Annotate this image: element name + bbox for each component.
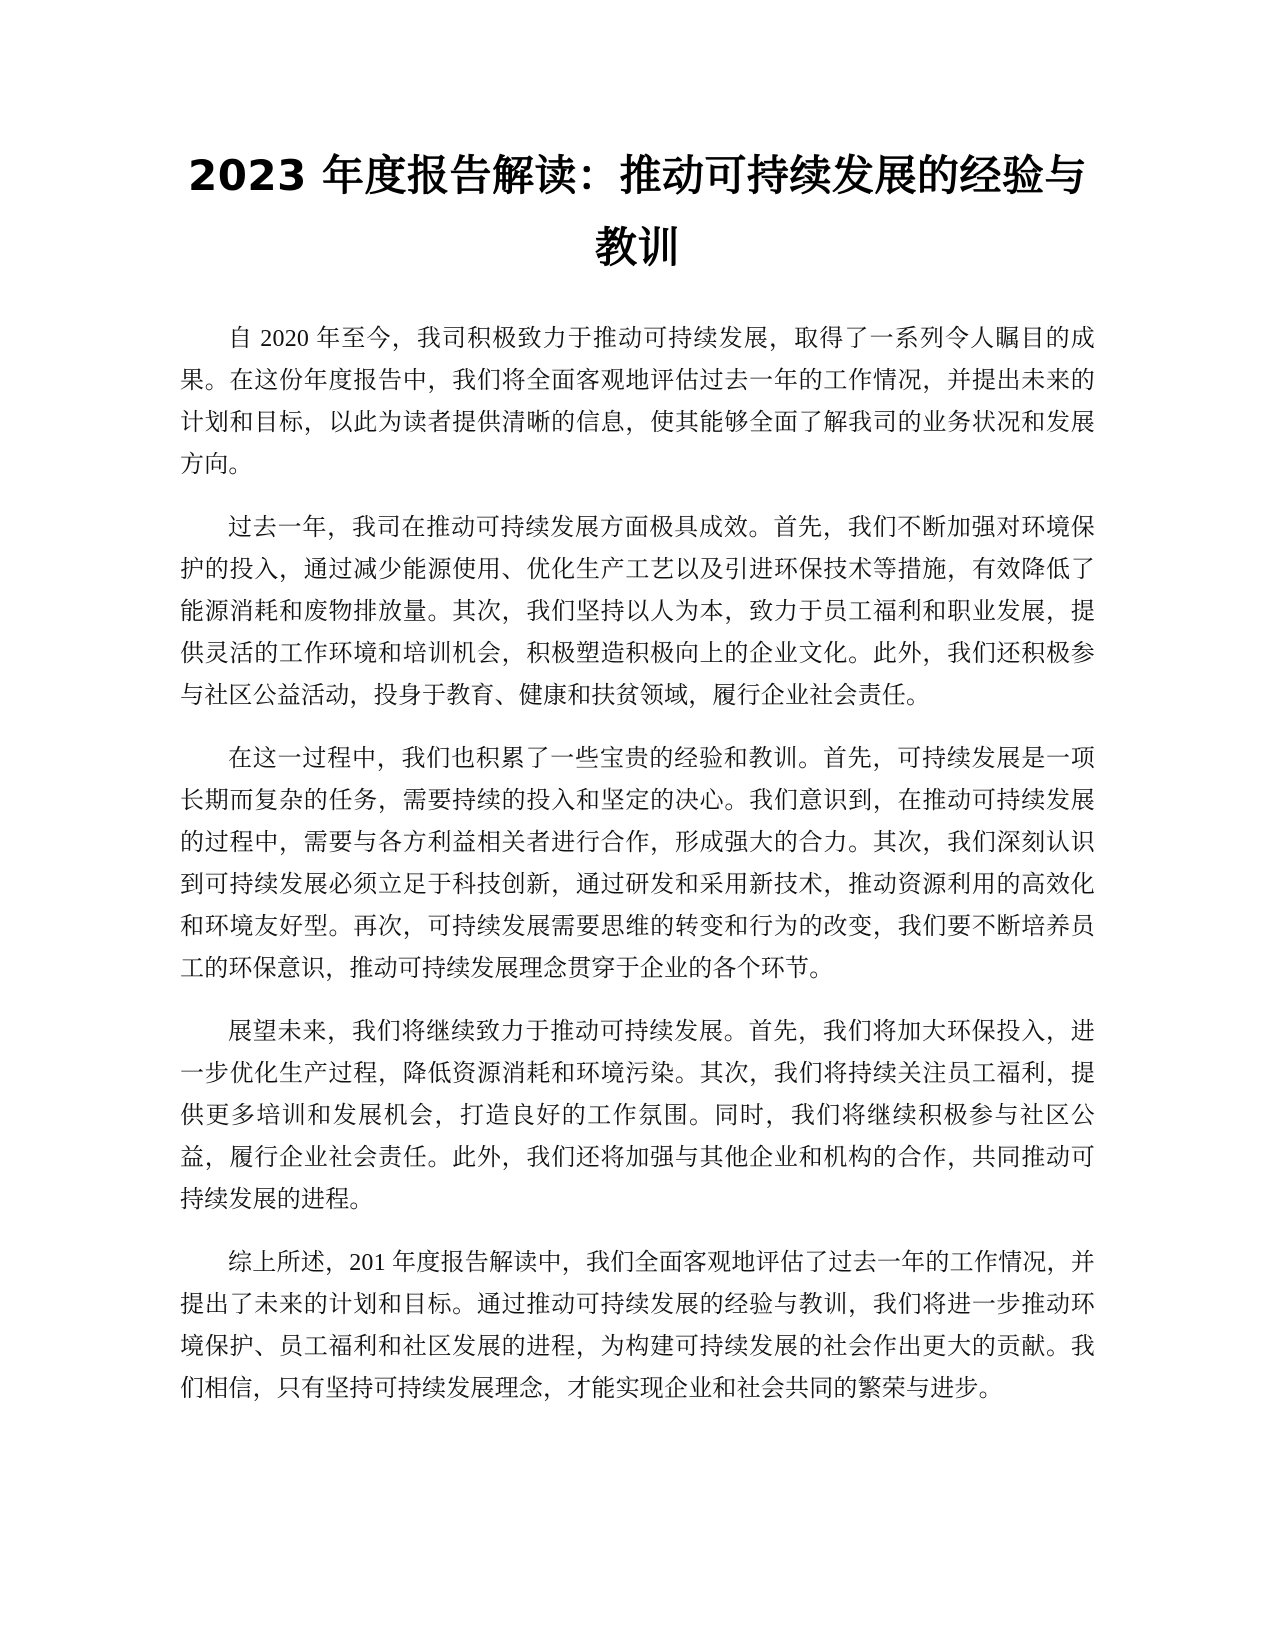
paragraph-outlook: 展望未来，我们将继续致力于推动可持续发展。首先，我们将加大环保投入，进一步优化生产过程，降低资源消耗和环境污染。其次，我们将持续关注员工福利，提供更多培训和发展机会，打造良好的工作氛围。同时，我们将继续积极参与社区公益，履行企业社会责任。此外，我们还将加强与其他企业和机构的合作，共同推动可持续发展的进程。 (180, 1019, 1095, 1213)
paragraph-achievements: 过去一年，我司在推动可持续发展方面极具成效。首先，我们不断加强对环境保护的投入，通过减少能源使用、优化生产工艺以及引进环保技术等措施，有效降低了能源消耗和废物排放量。其次，我们坚持以人为本，致力于员工福利和职业发展，提供灵活的工作环境和培训机会，积极塑造积极向上的企业文化。此外，我们还积极参与社区公益活动，投身于教育、健康和扶贫领域，履行企业社会责任。 (180, 515, 1095, 709)
document-body (180, 318, 1095, 1431)
document-title: 2023 年度报告解读：推动可持续发展的经验与教训 (187, 151, 1088, 272)
paragraph-lessons: 在这一过程中，我们也积累了一些宝贵的经验和教训。首先，可持续发展是一项长期而复杂的任务，需要持续的投入和坚定的决心。我们意识到，在推动可持续发展的过程中，需要与各方利益相关者进行合作，形成强大的合力。其次，我们深刻认识到可持续发展必须立足于科技创新，通过研发和采用新技术，推动资源利用的高效化和环境友好型。再次，可持续发展需要思维的转变和行为的改变，我们要不断培养员工的环保意识，推动可持续发展理念贯穿于企业的各个环节。 (180, 746, 1095, 982)
paragraph-conclusion: 综上所述，201 年度报告解读中，我们全面客观地评估了过去一年的工作情况，并提出了未来的计划和目标。通过推动可持续发展的经验与教训，我们将进一步推动环境保护、员工福利和社区发展的进程，为构建可持续发展的社会作出更大的贡献。我们相信，只有坚持可持续发展理念，才能实现企业和社会共同的繁荣与进步。 (180, 1250, 1095, 1402)
paragraph-intro: 自 2020 年至今，我司积极致力于推动可持续发展，取得了一系列令人瞩目的成果。在这份年度报告中，我们将全面客观地评估过去一年的工作情况，并提出未来的计划和目标，以此为读者提供清晰的信息，使其能够全面了解我司的业务状况和发展方向。 (180, 326, 1095, 478)
